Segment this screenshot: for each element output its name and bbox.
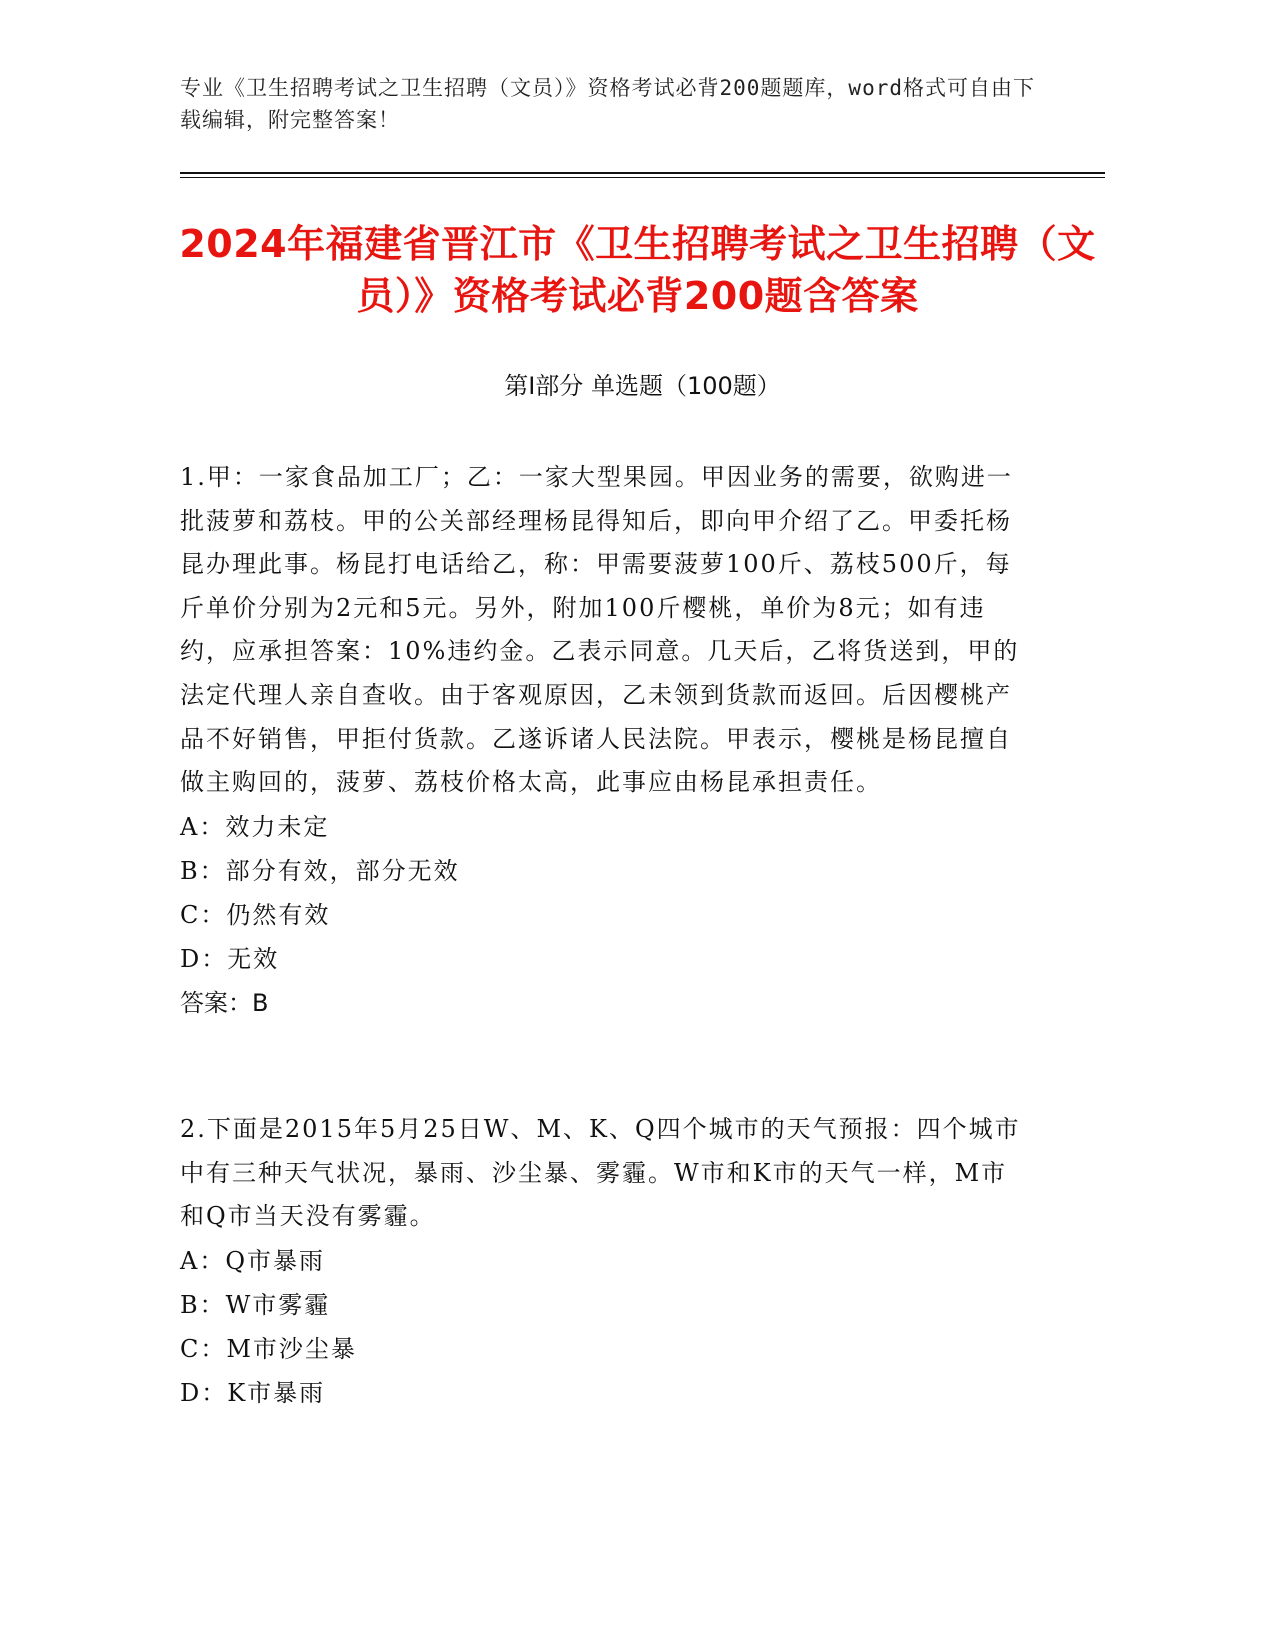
section-heading: 第Ⅰ部分 单选题（100题） <box>504 372 781 400</box>
header-divider-thick <box>180 172 1105 174</box>
question-1 <box>180 456 1030 1025</box>
document-title: 2024年福建省晋江市《卫生招聘考试之卫生招聘（文员）》资格考试必背200题含答案 <box>179 222 1096 318</box>
option-d: D：K市暴雨 <box>180 1378 326 1407</box>
header-note: 专业《卫生招聘考试之卫生招聘（文员）》资格考试必背200题题库，word格式可自由下载编辑，附完整答案！ <box>180 76 1035 132</box>
option-a: A：效力未定 <box>180 812 330 841</box>
question-2 <box>180 1108 1030 1415</box>
option-c: C：M市沙尘暴 <box>180 1334 357 1363</box>
option-b: B：部分有效，部分无效 <box>180 856 460 885</box>
option-a: A：Q市暴雨 <box>180 1246 326 1275</box>
header-divider-thin <box>180 177 1105 178</box>
option-b: B：W市雾霾 <box>180 1290 331 1319</box>
question-text: 2.下面是2015年5月25日W、M、K、Q四个城市的天气预报：四个城市中有三种天气状况，暴雨、沙尘暴、雾霾。W市和K市的天气一样，M市和Q市当天没有雾霾。 <box>180 1115 1021 1231</box>
question-text: 1.甲：一家食品加工厂；乙：一家大型果园。甲因业务的需要，欲购进一批菠萝和荔枝。甲的公关部经理杨昆得知后，即向甲介绍了乙。甲委托杨昆办理此事。杨昆打电话给乙，称：甲需要菠萝100斤、荔枝500斤，每斤单价分别为2元和5元。另外，附加100斤樱桃，单价为8元；如有违约，应承担答案：10%违约金。乙表示同意。几天后，乙将货送到，甲的法定代理人亲自查收。由于客观原因，乙未领到货款而返回。后因樱桃产品不好销售，甲拒付货款。乙遂诉诸人民法院。甲表示，樱桃是杨昆擅自做主购回的，菠萝、荔枝价格太高，此事应由杨昆承担责任。 <box>180 463 1020 797</box>
answer: 答案：B <box>180 988 269 1017</box>
option-d: D：无效 <box>180 944 280 973</box>
option-c: C：仍然有效 <box>180 900 331 929</box>
